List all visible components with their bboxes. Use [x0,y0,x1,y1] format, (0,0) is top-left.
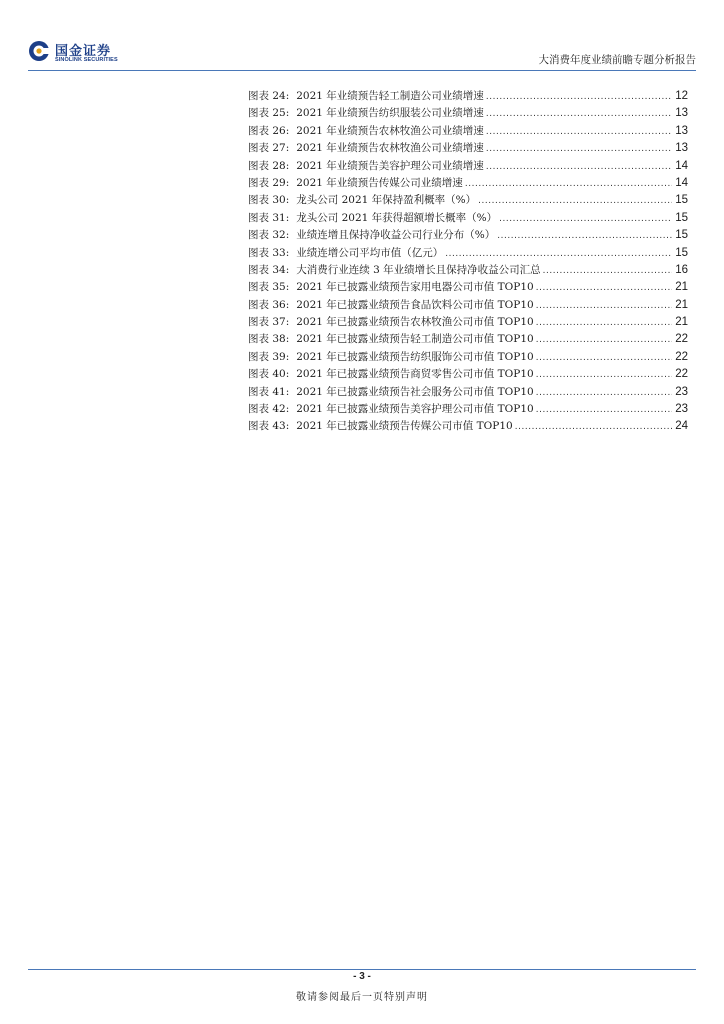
toc-dot-leader [515,418,672,435]
toc-entry-label: 图表 31: [248,211,290,224]
toc-dot-leader [486,123,672,140]
toc-entry-label: 图表 32: [248,229,290,242]
toc-entry-title: 2021 年已披露业绩预告轻工制造公司市值 TOP10 [296,333,534,346]
toc-entry[interactable] [248,262,688,279]
toc-entry[interactable] [248,123,688,140]
toc-entry-label: 图表 29: [248,176,290,189]
toc-dot-leader [536,401,672,418]
toc-entry-page: 15 [675,194,688,207]
toc-entry[interactable] [248,140,688,157]
toc-entry-label: 图表 42: [248,403,290,416]
toc-dot-leader [478,192,672,209]
toc-entry-page: 13 [675,142,688,155]
toc-entry-page: 24 [675,420,688,433]
toc-entry-page: 22 [675,333,688,346]
toc-dot-leader [536,349,672,366]
toc-dot-leader [499,210,672,227]
toc-entry-label: 图表 24: [248,90,290,102]
toc-entry-label: 图表 36: [248,298,290,311]
toc-entry-label: 图表 33: [248,246,290,259]
toc-dot-leader [536,279,672,296]
toc-entry-page: 22 [675,368,688,381]
toc-entry-label: 图表 39: [248,350,290,363]
toc-entry-label: 图表 35: [248,281,290,294]
toc-entry[interactable] [248,227,688,244]
logo-chinese-name: 国金证券 [55,44,112,59]
toc-entry-label: 图表 37: [248,316,290,329]
toc-entry-title: 2021 年已披露业绩预告家用电器公司市值 TOP10 [296,281,534,294]
toc-entry[interactable] [248,314,688,331]
toc-entry-title: 龙头公司 2021 年保持盈利概率（%） [296,194,477,207]
toc-entry-page: 23 [675,403,688,416]
toc-dot-leader [486,158,672,175]
toc-entry[interactable] [248,366,688,383]
toc-entry-title: 2021 年已披露业绩预告农林牧渔公司市值 TOP10 [296,316,534,329]
toc-dot-leader [536,366,672,383]
page-header [28,38,696,70]
toc-entry-label: 图表 40: [248,368,290,381]
toc-entry-label: 图表 25: [248,107,290,120]
sinolink-logo-icon [28,40,50,62]
toc-entry-page: 14 [675,159,688,172]
toc-entry-page: 12 [675,90,688,102]
toc-entry-page: 23 [675,385,688,398]
toc-entry[interactable] [248,418,688,435]
toc-entry[interactable] [248,349,688,366]
toc-entry-title: 2021 年已披露业绩预告社会服务公司市值 TOP10 [296,385,534,398]
toc-entry[interactable] [248,158,688,175]
toc-entry-page: 16 [675,263,688,276]
toc-entry[interactable] [248,297,688,314]
toc-dot-leader [445,245,672,262]
toc-entry-label: 图表 41: [248,385,290,398]
toc-entry-page: 15 [675,229,688,242]
toc-entry-title: 2021 年已披露业绩预告美容护理公司市值 TOP10 [296,403,534,416]
toc-entry-title: 2021 年业绩预告农林牧渔公司业绩增速 [296,124,484,137]
toc-entry-title: 2021 年已披露业绩预告纺织服饰公司市值 TOP10 [296,350,534,363]
toc-entry-page: 13 [675,124,688,137]
toc-entry-title: 龙头公司 2021 年获得超额增长概率（%） [296,211,498,224]
company-logo [28,38,138,70]
table-of-figures [248,88,688,436]
toc-entry-title: 2021 年业绩预告农林牧渔公司业绩增速 [296,142,484,155]
toc-entry-page: 14 [675,176,688,189]
toc-entry-page: 21 [675,316,688,329]
toc-entry-title: 2021 年已披露业绩预告食品饮料公司市值 TOP10 [296,298,534,311]
toc-entry-page: 13 [675,107,688,120]
toc-entry-title: 大消费行业连续 3 年业绩增长且保持净收益公司汇总 [296,263,541,276]
toc-entry[interactable] [248,105,688,122]
toc-entry-label: 图表 27: [248,142,290,155]
toc-entry[interactable] [248,210,688,227]
toc-entry-title: 业绩连增公司平均市值（亿元） [296,246,444,259]
toc-dot-leader [486,105,672,122]
toc-entry-label: 图表 26: [248,124,290,137]
toc-entry[interactable] [248,88,688,105]
toc-entry[interactable] [248,175,688,192]
report-title: 大消费年度业绩前瞻专题分析报告 [538,54,696,66]
toc-dot-leader [497,227,672,244]
toc-entry[interactable] [248,401,688,418]
toc-entry[interactable] [248,192,688,209]
toc-entry-title: 2021 年业绩预告传媒公司业绩增速 [296,176,463,189]
toc-dot-leader [536,297,672,314]
toc-entry-label: 图表 34: [248,263,290,276]
toc-dot-leader [465,175,672,192]
toc-entry[interactable] [248,279,688,296]
logo-english-name: SINOLINK SECURITIES [55,57,118,63]
toc-entry-page: 21 [675,281,688,294]
toc-dot-leader [536,384,672,401]
toc-entry-page: 22 [675,350,688,363]
toc-entry[interactable] [248,331,688,348]
toc-entry-label: 图表 30: [248,194,290,207]
toc-entry[interactable] [248,384,688,401]
header-divider [28,70,696,71]
toc-entry[interactable] [248,245,688,262]
toc-entry-title: 2021 年业绩预告纺织服装公司业绩增速 [296,107,484,120]
footer-divider [28,969,696,970]
toc-entry-label: 图表 28: [248,159,290,172]
toc-dot-leader [486,140,672,157]
toc-entry-title: 2021 年业绩预告美容护理公司业绩增速 [296,159,484,172]
toc-entry-page: 15 [675,246,688,259]
toc-entry-label: 图表 38: [248,333,290,346]
toc-dot-leader [543,262,672,279]
toc-entry-title: 业绩连增且保持净收益公司行业分布（%） [296,229,496,242]
disclaimer-text: 敬请参阅最后一页特别声明 [296,992,428,1003]
toc-entry-page: 15 [675,211,688,224]
toc-dot-leader [486,88,672,105]
toc-entry-title: 2021 年已披露业绩预告商贸零售公司市值 TOP10 [296,368,534,381]
page-number: - 3 - [353,971,371,982]
toc-dot-leader [536,331,672,348]
toc-entry-page: 21 [675,298,688,311]
toc-entry-label: 图表 43: [248,420,290,433]
toc-entry-title: 2021 年业绩预告轻工制造公司业绩增速 [296,90,484,102]
toc-dot-leader [536,314,672,331]
toc-entry-title: 2021 年已披露业绩预告传媒公司市值 TOP10 [296,420,513,433]
